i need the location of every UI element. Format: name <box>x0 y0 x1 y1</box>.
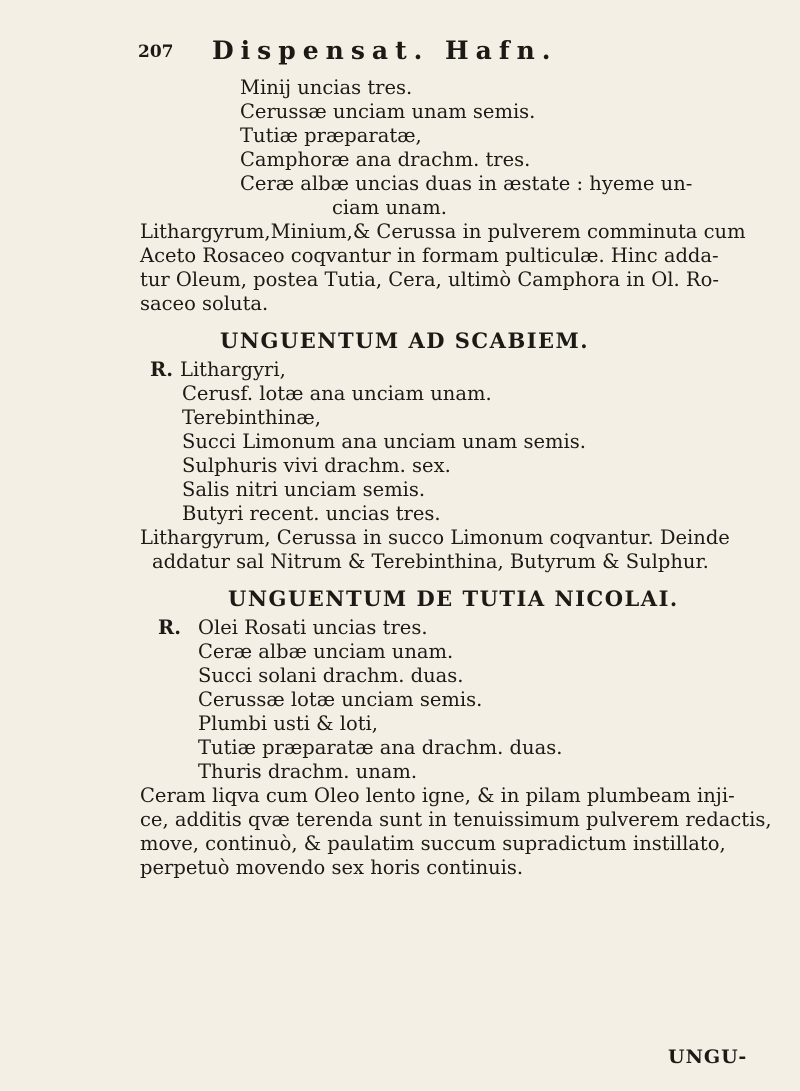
ingredient-line: Succi Limonum ana unciam unam semis. <box>182 430 586 453</box>
running-title: Dispensat. Hafn. <box>212 36 558 65</box>
ingredient-list-scabiem <box>140 358 780 526</box>
ingredient-list-tutia <box>140 616 780 784</box>
paragraph-line: move, continuò, & paulatim succum supradictum instillato, <box>140 832 726 855</box>
ingredient-line: Tutiæ præparatæ ana drachm. duas. <box>198 736 563 759</box>
recipe-first-line <box>140 358 780 382</box>
ingredient-line: Salis nitri unciam semis. <box>182 478 426 501</box>
paragraph-line: perpetuò movendo sex horis continuis. <box>140 856 524 879</box>
paragraph-line: Ceram liqva cum Oleo lento igne, & in pilam plumbeam inji- <box>140 784 735 807</box>
paragraph-line: Lithargyrum,Minium,& Cerussa in pulverem comminuta cum <box>140 220 746 243</box>
ingredient-line: Camphoræ ana drachm. tres. <box>240 148 531 171</box>
paragraph-line: Lithargyrum, Cerussa in succo Limonum coqvantur. Deinde <box>140 526 730 549</box>
ingredient-line: Thuris drachm. unam. <box>198 760 418 783</box>
ingredient-line: Olei Rosati uncias tres. <box>198 616 428 639</box>
method-paragraph-1 <box>140 220 780 316</box>
page-content <box>140 76 780 880</box>
paragraph-line: Aceto Rosaceo coqvantur in formam pulticulæ. Hinc adda- <box>140 244 719 267</box>
section-heading-scabiem: UNGUENTUM AD SCABIEM. <box>220 328 590 353</box>
paragraph-line: ce, additis qvæ terenda sunt in tenuissimum pulverem redactis, <box>140 808 772 831</box>
ingredient-line: ciam unam. <box>332 196 447 219</box>
ingredient-line: Cerussæ unciam unam semis. <box>240 100 536 123</box>
ingredient-line: Minij uncias tres. <box>240 76 413 99</box>
ingredient-line: Plumbi usti & loti, <box>198 712 378 735</box>
ingredient-line: Ceræ albæ unciam unam. <box>198 640 454 663</box>
method-paragraph-3 <box>140 784 780 880</box>
ingredient-line: Cerussæ lotæ unciam semis. <box>198 688 483 711</box>
page-number: 207 <box>138 42 174 62</box>
section-heading-tutia: UNGUENTUM DE TUTIA NICOLAI. <box>228 586 679 611</box>
ingredient-line: Cerusf. lotæ ana unciam unam. <box>182 382 492 405</box>
method-paragraph-2 <box>140 526 780 574</box>
ingredient-line: Terebinthinæ, <box>182 406 321 429</box>
paragraph-line: addatur sal Nitrum & Terebinthina, Butyrum & Sulphur. <box>152 550 709 573</box>
ingredient-line: Ceræ albæ uncias duas in æstate : hyeme un- <box>240 172 693 195</box>
ingredient-line: Butyri recent. uncias tres. <box>182 502 441 525</box>
paragraph-line: saceo soluta. <box>140 292 269 315</box>
ingredient-line: Sulphuris vivi drachm. sex. <box>182 454 451 477</box>
recipe-continuation <box>140 76 780 220</box>
ingredient-line: Succi solani drachm. duas. <box>198 664 464 687</box>
catchword: UNGU- <box>668 1046 748 1068</box>
page-header <box>0 36 800 70</box>
ingredient-line: Lithargyri, <box>180 358 286 381</box>
recipe-symbol: R. <box>158 616 181 639</box>
recipe-first-line <box>140 616 780 640</box>
ingredient-line: Tutiæ præparatæ, <box>240 124 422 147</box>
recipe-symbol: R. <box>150 358 173 381</box>
paragraph-line: tur Oleum, postea Tutia, Cera, ultimò Camphora in Ol. Ro- <box>140 268 719 291</box>
